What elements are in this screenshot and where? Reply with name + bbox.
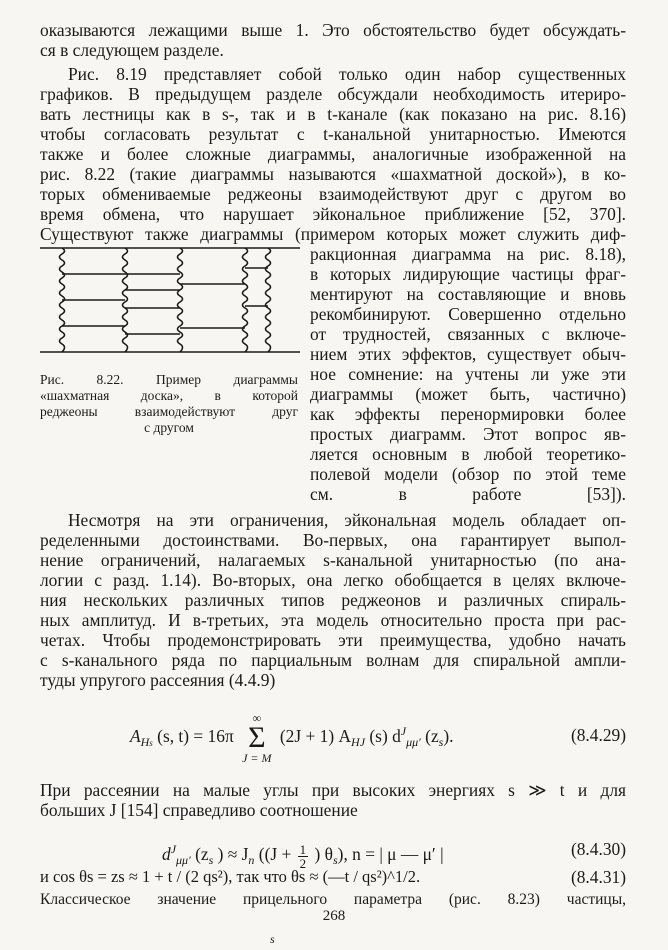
text-line: простых диаграмм. Этот вопрос яв- [310, 424, 626, 444]
text-line: При рассеянии на малые углы при высоких энергиях s ≫ t и для [40, 780, 626, 800]
equation-8-4-32: s [270, 932, 275, 946]
text-line: как эффекты перенормировки более [310, 404, 626, 424]
equation-number: (8.4.30) [570, 839, 626, 859]
text-line: Классическое значение прицельного параметра (рис. 8.23) частицы, [40, 891, 626, 908]
wavy-line [178, 248, 183, 352]
text-line: полевой модели (обзор по этой теме [310, 464, 626, 484]
text-line: ляется основным в любой теоретико- [310, 444, 626, 464]
text-line: нием этих эффектов, существует обыч- [310, 344, 626, 364]
equation-number: (8.4.29) [570, 725, 626, 745]
text-line: графиков. В предыдущем разделе обсуждали необходимость итериро- [40, 84, 626, 104]
text-line: рис. 8.22 (такие диаграммы называются «шахматной доской»), в ко- [40, 164, 626, 184]
text-line: ментируют на составляющие и вновь [310, 284, 626, 304]
equation-8-4-31: и cos θs = zs ≈ 1 + t / (2 qs²), так что θs ≈ (—t / qs²)^1/2. [40, 867, 421, 886]
wavy-line [266, 248, 271, 352]
text-line: Рис. 8.19 представляет собой только один набор существенных [68, 64, 626, 84]
chessboard-diagram [40, 242, 302, 360]
text-line: в которых лидирующие частицы фраг- [310, 264, 626, 284]
text-line: также и более сложные диаграммы, аналогичные изображенной на [40, 144, 626, 164]
text-line: от трудностей, связанных с включе- [310, 324, 626, 344]
wavy-line [243, 248, 248, 352]
text-line: Несмотря на эти ограничения, эйкональная модель обладает оп- [68, 510, 626, 530]
text-line: рекомбинируют. Совершенно отдельно [310, 304, 626, 324]
figure-caption-line: Рис. 8.22. Пример диаграммы [40, 372, 298, 387]
text-line: ния нескольких различных типов реджеонов и различных спираль- [40, 590, 626, 610]
text-line: ных амплитуд. И в-третьих, эта модель относительно проста при рас- [40, 610, 626, 630]
figure-caption-line: «шахматная доска», в которой [40, 388, 298, 403]
page-number: 268 [322, 908, 346, 924]
figure-caption-line: с другом [144, 420, 194, 435]
text-line: см. в работе [53]). [310, 484, 626, 504]
text-line: нение ограничений, налагаемых s-канальной унитарностью (по ана- [40, 550, 626, 570]
text-line: больших J [154] справедливо соотношение [40, 800, 358, 820]
equation-8-4-29: $A_{Hs}$ (s, t) = 16π ∞ Σ J = M (2J + 1) $A_{HJ}$ (s) $d^J_{\mu\mu'}$ $(z_s)$. [130, 711, 454, 765]
text-line: Существуют также диаграммы (примером которых может служить диф- [40, 224, 626, 244]
text-line: с s-канального ряда по парциальным волнам для спиральной ампли- [40, 650, 626, 670]
text-line: ное сомнение: на учтены ли уже эти [310, 364, 626, 384]
text-line: логии с разд. 1.14). Во-вторых, она легко обобщается в целях включе- [40, 570, 626, 590]
text-line: оказываются лежащими выше 1. Это обстоятельство будет обсуждать- [40, 20, 626, 40]
equation-number: (8.4.31) [570, 867, 626, 887]
text-line: туды упругого рассеяния (4.4.9) [40, 670, 276, 690]
text-line: чтобы согласовать результат с t-канальной унитарностью. Имеются [40, 124, 626, 144]
text-line: торых обмениваемые реджеоны взаимодействуют друг с другом во [40, 184, 626, 204]
text-line: ределенными достоинствами. Во-первых, она гарантирует выпол- [40, 530, 626, 550]
equation-8-4-30: $d^J_{\mu\mu'}$ ($z_s$ ) ≈ $J_n$ ((J + $\frac{1}{2}$ ) $\theta_s$), n = | μ — μ′ | [162, 841, 444, 871]
text-line: ся в следующем разделе. [40, 40, 224, 60]
text-line: ракционная диаграмма на рис. 8.18), [310, 244, 626, 264]
figure-caption-line: реджеоны взаимодействуют друг [40, 404, 298, 419]
text-line: вать лестницы как в s-, так и в t-канале (как показано на рис. 8.16) [40, 104, 626, 124]
text-line: диаграммы (может быть, частично) [310, 384, 626, 404]
text-line: четах. Чтобы продемонстрировать эти преимущества, удобно начать [40, 630, 626, 650]
text-line: время обмена, что нарушает эйкональное приближение [52, 370]. [40, 204, 626, 224]
